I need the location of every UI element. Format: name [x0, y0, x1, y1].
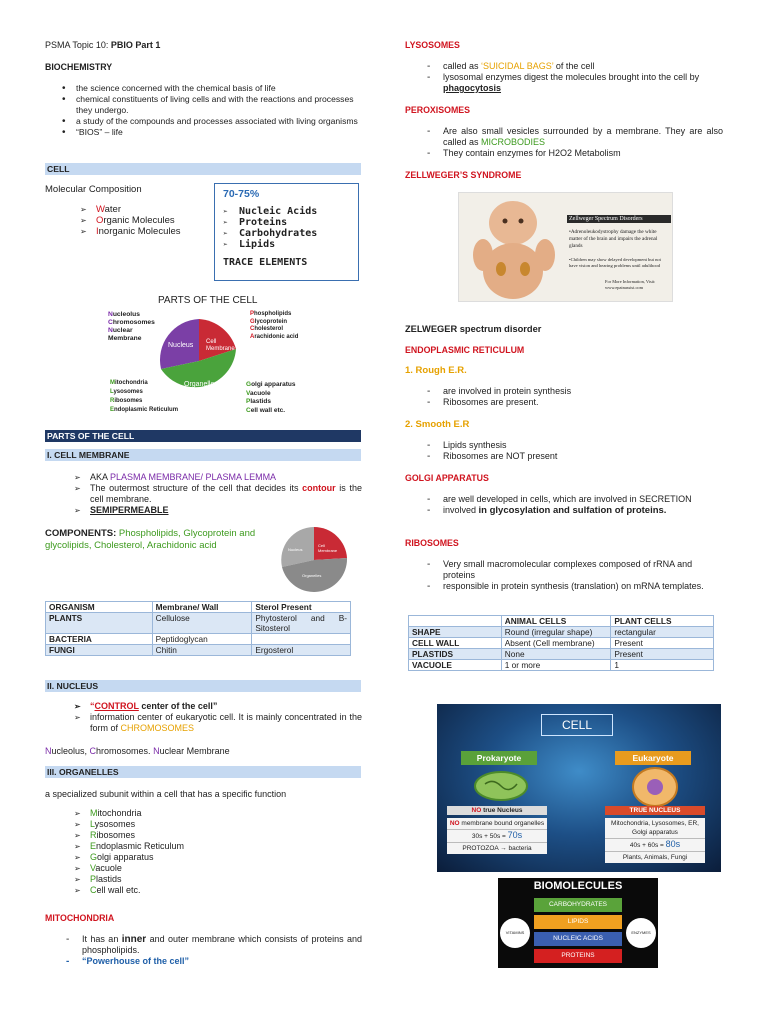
table-row: FUNGI Chitin Ergosterol: [46, 645, 351, 656]
peroxisomes-heading: PEROXISOMES: [405, 105, 471, 115]
biomol-bar-proteins: PROTEINS: [534, 949, 622, 963]
golgi-list: [427, 494, 723, 516]
list-item: ➢ Proteins: [223, 217, 350, 228]
list-item: • chemical constituents of living cells and with the reactions and processes they undergo.: [60, 94, 362, 116]
list-item: • the science concerned with the chemical basis of life: [60, 83, 362, 94]
table-row: PLASTIDS None Present: [409, 649, 714, 660]
ribosomes-list: [427, 559, 723, 592]
list-item: ➢ Inorganic Molecules: [80, 226, 181, 237]
biochem-list: [60, 83, 362, 138]
pie-left-top: Nucleolus Chromosomes Nuclear Membrane: [108, 311, 155, 342]
cell-band: CELL: [45, 163, 361, 175]
molecular-composition-title: Molecular Composition: [45, 184, 142, 195]
list-item: ➢ Mitochondria: [74, 808, 184, 819]
baby-illustration-icon: [465, 197, 565, 301]
parts-of-cell-band: PARTS OF THE CELL: [45, 430, 361, 442]
biomolecules-title: BIOMOLECULES: [533, 880, 623, 892]
list-item: - Are also small vesicles surrounded by a membrane. They are also called as MICROBODIES: [427, 126, 723, 148]
mitochondria-heading: MITOCHONDRIA: [45, 913, 115, 923]
list-item: ➢ Cell wall etc.: [74, 885, 184, 896]
mini-pie-a: Nucleus: [288, 547, 303, 552]
list-item: - responsible in protein synthesis (translation) on mRNA templates.: [427, 581, 723, 592]
biomolecules-image: [498, 878, 658, 968]
peroxisomes-list: [427, 126, 723, 159]
organelles-desc: a specialized subunit within a cell that has a specific function: [45, 789, 287, 799]
list-item: ➢ Vacuole: [74, 863, 184, 874]
pie-right-bottom: Golgi apparatus Vacuole Plastids Cell wall etc.: [246, 381, 296, 414]
list-item: ➢ Lipids: [223, 239, 350, 250]
mini-pie-b: Cell Membrane: [318, 543, 338, 553]
mini-pie-graphic: [278, 525, 350, 595]
box-list: [223, 206, 350, 250]
prokaryote-cell-icon: [473, 768, 529, 804]
membrane-list: [74, 472, 362, 516]
zellweger-caption: ZELWEGER spectrum disorder: [405, 324, 542, 334]
biomol-bar-carbs: CARBOHYDRATES: [534, 898, 622, 912]
table-row: CELL WALL Absent (Cell membrane) Present: [409, 638, 714, 649]
list-item: - They contain enzymes for H2O2 Metabolism: [427, 148, 723, 159]
list-item: - Very small macromolecular complexes composed of rRNA and proteins: [427, 559, 723, 581]
zellweger-image-text2: •Children may show delayed development but not have vision and hearing problems until adulthood: [569, 257, 661, 268]
list-item: ➢ Water: [80, 204, 181, 215]
zellweger-image-text1: •Adrenoleukodystrophy damage the white matter of the brain and impairs the adrenal glands: [569, 229, 658, 249]
nucleus-list: [74, 701, 362, 734]
list-item: - It has an inner and outer membrane which consists of proteins and phospholipids.: [66, 934, 362, 956]
mini-pie-icon: [278, 525, 350, 595]
pie-membrane-label: Cell Membrane: [206, 339, 235, 352]
list-item: ➢ Plastids: [74, 874, 184, 885]
list-item: ➢ Endoplasmic Reticulum: [74, 841, 184, 852]
smooth-er-list: [427, 440, 557, 462]
list-item: ➢ Carbohydrates: [223, 228, 350, 239]
cell-membrane-band: I. CELL MEMBRANE: [45, 449, 361, 461]
prokaryote-label: Prokaryote: [461, 751, 537, 765]
list-item: ➢ AKA PLASMA MEMBRANE/ PLASMA LEMMA: [74, 472, 362, 483]
zellweger-image: [458, 192, 673, 302]
composition-box: [214, 183, 359, 281]
table-row: PLANTS Cellulose Phytosterol and B-Sitosterol: [46, 613, 351, 634]
pie-organelles-label: Organelles: [184, 381, 218, 388]
list-item: ➢ SEMIPERMEABLE: [74, 505, 362, 516]
list-item: - “Powerhouse of the cell”: [66, 956, 362, 967]
enzymes-circle: ENZYMES: [626, 918, 656, 948]
rough-er-title: 1. Rough E.R.: [405, 365, 467, 376]
cell-title-box: CELL: [541, 714, 613, 736]
eukaryote-label: Eukaryote: [615, 751, 691, 765]
page-header: PSMA Topic 10: PBIO Part 1: [45, 40, 161, 50]
zellweger-heading: ZELLWEGER’S SYNDROME: [405, 170, 522, 180]
list-item: ➢ Nucleic Acids: [223, 206, 350, 217]
list-item: ➢ information center of eukaryotic cell. It is mainly concentrated in the form of CHROMOSOMES: [74, 712, 362, 734]
eukaryote-cell-icon: [631, 766, 679, 808]
prokaryote-info-box: NO membrane bound organelles 30s + 50s = 70s PROTOZOA → bacteria: [447, 818, 547, 854]
nucleus-band: II. NUCLEUS: [45, 680, 361, 692]
mitochondria-list: [66, 934, 362, 967]
list-item: - called as ‘SUICIDAL BAGS’ of the cell: [427, 61, 723, 72]
biomol-bar-lipids: LIPIDS: [534, 915, 622, 929]
table-row: BACTERIA Peptidoglycan: [46, 634, 351, 645]
percent-label: 70-75%: [223, 188, 260, 200]
table-row: ANIMAL CELLS PLANT CELLS: [409, 616, 714, 627]
list-item: - are involved in protein synthesis: [427, 386, 571, 397]
pie-right-top: Phospholipids Glycoprotein Cholesterol Arachidonic acid: [250, 311, 299, 340]
rough-er-list: [427, 386, 571, 408]
vitamins-circle: VITAMINS: [500, 918, 530, 948]
list-item: - involved in glycosylation and sulfation of proteins.: [427, 505, 723, 516]
list-item: - Lipids synthesis: [427, 440, 557, 451]
list-item: ➢ The outermost structure of the cell that decides its contour is the cell membrane.: [74, 483, 362, 505]
list-item: • a study of the compounds and processes associated with living organisms: [60, 116, 362, 127]
true-nucleus-label: TRUE NUCLEUS: [605, 806, 705, 815]
list-item: - Ribosomes are present.: [427, 397, 571, 408]
table-row: SHAPE Round (irregular shape) rectangular: [409, 627, 714, 638]
molecular-list: [80, 204, 181, 237]
organelles-band: III. ORGANELLES: [45, 766, 361, 778]
pie-nucleus-label: Nucleus: [168, 342, 194, 349]
er-heading: ENDOPLASMIC RETICULUM: [405, 345, 525, 355]
cell-types-image: [437, 704, 721, 872]
list-item: - are well developed in cells, which are involved in SECRETION: [427, 494, 723, 505]
biomol-bar-nucleic: NUCLEIC ACIDS: [534, 932, 622, 946]
zellweger-image-text3: For More Information, Visit: www.epainassist.com: [605, 279, 656, 290]
biochem-heading: BIOCHEMISTRY: [45, 62, 113, 72]
list-item: ➢ Ribosomes: [74, 830, 184, 841]
list-item: ➢ “CONTROL center of the cell”: [74, 701, 362, 712]
lysosomes-list: [427, 61, 723, 94]
components-text: COMPONENTS: Phospholipids, Glycoprotein and glycolipids, Cholesterol, Arachidonic acid: [45, 528, 256, 551]
smooth-er-title: 2. Smooth E.R: [405, 419, 470, 430]
lysosomes-heading: LYSOSOMES: [405, 40, 460, 50]
list-item: ➢ Lysosomes: [74, 819, 184, 830]
organelles-list: [74, 808, 184, 896]
table-row: VACUOLE 1 or more 1: [409, 660, 714, 671]
list-item: - Ribosomes are NOT present: [427, 451, 557, 462]
pie-left-bottom: Mitochondria Lysosomes Ribosomes Endoplasmic Reticulum: [110, 380, 179, 413]
zellweger-image-title: Zellweger Spectrum Disorders: [567, 215, 671, 223]
organism-table: [45, 601, 351, 656]
list-item: ➢ Organic Molecules: [80, 215, 181, 226]
mini-pie-c: Organelles: [302, 573, 322, 578]
nucleus-parts-line: Nucleolus, Chromosomes. Nuclear Membrane: [45, 746, 230, 756]
eukaryote-info-box: Mitochondria, Lysosomes, ER, Golgi apparatus 40s + 60s = 80s Plants, Animals, Fungi: [605, 818, 705, 863]
list-item: - lysosomal enzymes digest the molecules brought into the cell by phagocytosis: [427, 72, 723, 94]
cell-compare-table: [408, 615, 714, 671]
table-row: ORGANISM Membrane/ Wall Sterol Present: [46, 602, 351, 613]
ribosomes-heading: RIBOSOMES: [405, 538, 459, 548]
pie-title: PARTS OF THE CELL: [158, 295, 258, 306]
list-item: • “BIOS” – life: [60, 127, 362, 138]
trace-elements: TRACE ELEMENTS: [223, 257, 308, 268]
list-item: ➢ Golgi apparatus: [74, 852, 184, 863]
golgi-heading: GOLGI APPARATUS: [405, 473, 489, 483]
parts-pie-graphic: [100, 295, 310, 425]
no-true-nucleus-label: NO true Nucleus: [447, 806, 547, 815]
